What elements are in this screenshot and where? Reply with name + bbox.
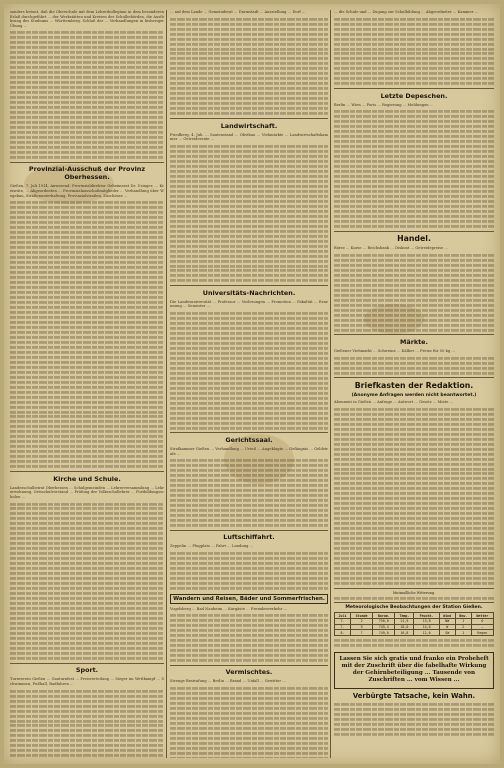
article-text: Die Landesuniversität ... Professor ... Vorlesungen ... Promotion ... Fakultät ... Ernennung ... Semester ...	[170, 299, 328, 309]
meteo-heading: Meteorologische Beobachtungen der Station Gießen.	[345, 605, 483, 611]
table-row: 7. 9 749,4 18,0 14,0 W 2 —	[335, 624, 494, 630]
article-text: Gießen, 7. Juli 1914. Anwesend: Provinzialdirektor Geheimerat Dr. Usinger, ... Kreisräte, ... Abgeordneten ... Provinzialausschußmitglieder ... Verhandlung über Wegebau, Straßenunterhaltung, Provinzialstraßen, Zuschüsse ...	[10, 184, 164, 198]
column-left	[10, 10, 164, 758]
section-heading: Briefkasten der Redaktion.	[354, 381, 474, 391]
section-heading: Kirche und Schule.	[53, 474, 121, 483]
column-rule	[166, 10, 167, 758]
section-heading: Provinzial-Ausschuß der Provinz Oberhessen.	[28, 165, 146, 182]
article-text: ... die Schule und ... Zugang zur Schulbildung ... Abgeordneter ... Kammer ...	[334, 10, 479, 14]
ad-text: Lassen Sie sich gratis und franko ein Probeheft mit der Zuschrift über die fabelhafte Wirkung der Gehirnbeteiligung ... Tausende von Zuschriften ... vom Wissen ...	[339, 655, 489, 684]
section-subheading: (Anonyme Anfragen werden nicht beantwortet.)	[351, 393, 477, 399]
article-text: Zeppelin ... Flugplatz ... Fahrt ... Landung ...	[170, 544, 254, 549]
section-heading: Universitäts-Nachrichten.	[202, 288, 296, 297]
section-heading: Handel.	[397, 234, 431, 244]
section-heading: Vermischtes.	[225, 668, 273, 677]
article-text: Strenge Bestrafung ... Berlin ... Brand ... Unfall ... Gewitter ...	[170, 679, 286, 684]
article-text: Abonnent in Gießen ... Anfrage ... Antwort ... Gesetz ... Miete ...	[334, 400, 454, 405]
article-text: Landesschulbeirat Oberhessen ... Schulgemeinden ... Lehrerversammlung ... Lehrerwohnung, Ortsschulvorstand ... Prüfung der Volksschullehrer ... Fortbildungsschulen ...	[10, 485, 164, 499]
article-text: ... auf dem Lande ... Gemeinderat ... Darmstadt ... Ausstellung ... Dorf ...	[170, 10, 306, 14]
advertisement	[334, 652, 494, 689]
table-row: 8. 7 749,0 16,8 12,6 SW 1 Regen	[335, 630, 494, 636]
section-heading: Landwirtschaft.	[220, 121, 278, 130]
article-text: Vogelsberg ... Bad Nauheim ... Kurgäste ... Fremdenverkehr ...	[170, 606, 288, 611]
section-heading: Sport.	[75, 666, 99, 675]
table-header-row: Juli Stunde Barom. Temp. Feucht. Wind Bew. Wetter	[335, 613, 494, 619]
article-text: Gießener Viehmarkt ... Schweine ... Kälber ... Preise für 50 kg ...	[334, 349, 455, 354]
table-row: 7. 2 750,0 21,9 13,8 NW 1 0	[335, 618, 494, 624]
column-right	[334, 10, 494, 758]
newspaper-page	[4, 4, 500, 764]
article-text: Strafkammer Gießen ... Verhandlung ... Urteil ... Angeklagte ... Gefängnis ... Geldstrafe ...	[170, 447, 328, 456]
section-heading: Gerichtssaal.	[225, 436, 273, 445]
meteo-table	[334, 612, 494, 636]
ad-headline: Verbürgte Tatsache, kein Wahn.	[352, 691, 476, 700]
weather-label: Mutmaßliche Witterung.	[392, 590, 436, 595]
section-heading: Märkte.	[400, 338, 428, 347]
section-heading: Letzte Depeschen.	[380, 91, 448, 100]
section-heading: Wandern und Reisen, Bäder und Sommerfrischen.	[170, 594, 328, 604]
column-rule	[330, 10, 331, 758]
article-text: Börse ... Kurse ... Reichsbank ... Diskont ... Getreidepreise ...	[334, 246, 448, 251]
article-text: Berlin ... Wien ... Paris ... Regierung ... Meldungen ...	[334, 102, 434, 107]
section-heading: Luftschiffahrt.	[223, 533, 275, 542]
article-text: Friedberg, 4. Juli. ... Saatenstand ... Obstbau ... Viehmärkte ... Landwirtschaftskammer ... Getreideernte ...	[170, 132, 328, 142]
article-text: Turnverein Gießen ... Gauturnfest ... Preisverteilung ... Sieger im Wettkampf ... Schwimmen, Fußball, Radfahren ...	[10, 677, 164, 686]
column-middle	[170, 10, 328, 758]
article-text: sonders betont, daß die Oberschule mit dem Lehrerkollegium in dem besonderen Erlaß durchgeführt ... der Werkstätten und Kreisen der Schulbehörden, die Ausführung des Studiums ... Württemberg. Schluß der ... Verhandlungen in bisheriger Übung ...	[10, 10, 164, 28]
